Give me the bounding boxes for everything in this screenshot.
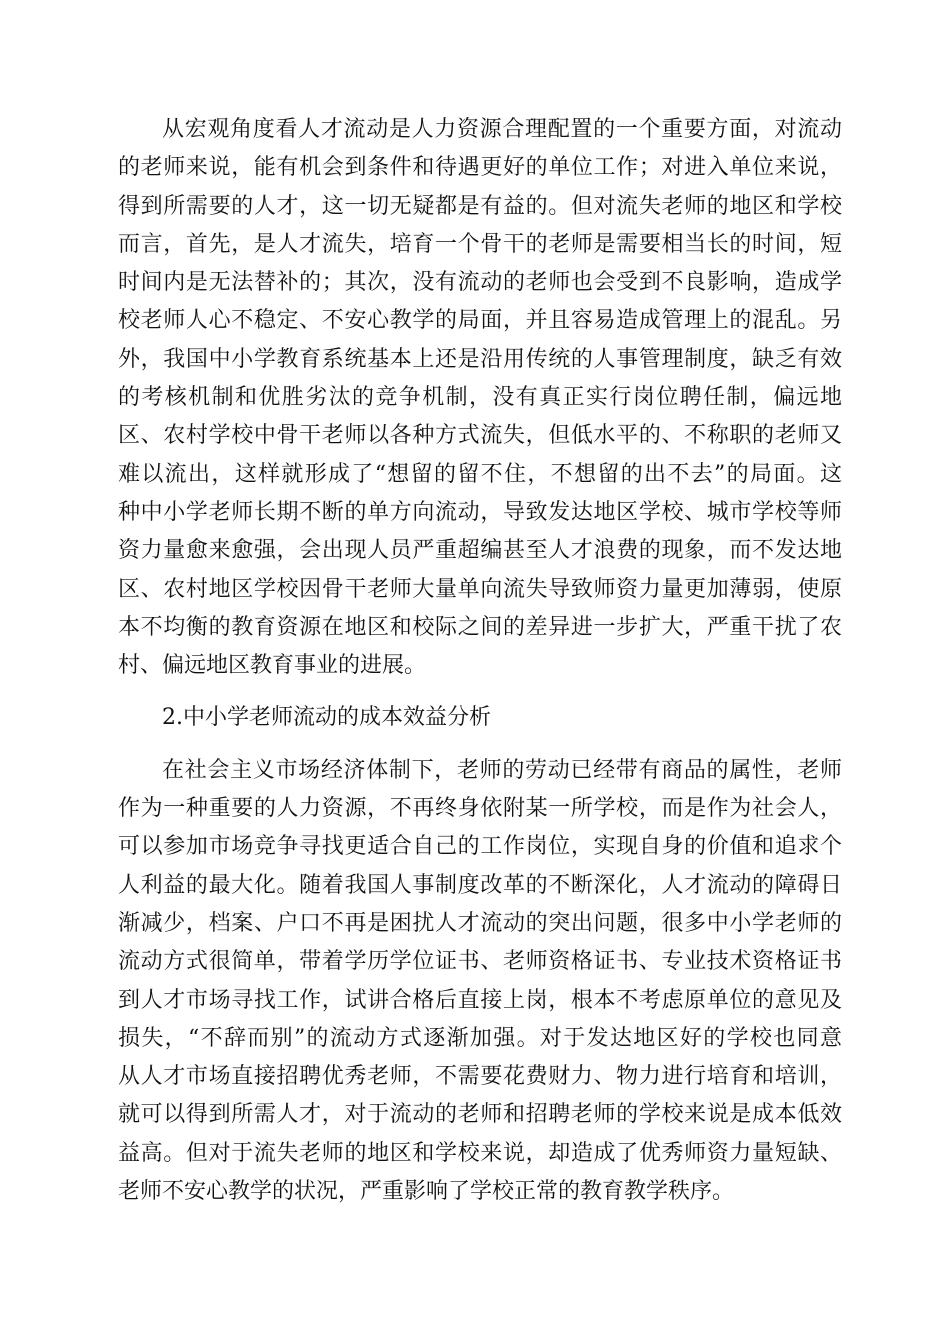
- text-line: 外，我国中小学教育系统基本上还是沿用传统的人事管理制度，缺乏有效: [118, 346, 842, 372]
- text-line: 校老师人心不稳定、不安心教学的局面，并且容易造成管理上的混乱。另: [118, 308, 842, 334]
- text-line: 从人才市场直接招聘优秀老师，不需要花费财力、物力进行培育和培训，: [118, 1064, 842, 1090]
- text-line: 区、农村学校中骨干老师以各种方式流失，但低水平的、不称职的老师又: [118, 423, 842, 449]
- text-line: 得到所需要的人才，这一切无疑都是有益的。但对流失老师的地区和学校: [118, 193, 842, 219]
- document-page: [118, 111, 842, 1225]
- body-paragraph-1: [118, 111, 842, 685]
- section-heading: 2.中小学老师流动的成本效益分析: [162, 705, 491, 731]
- body-paragraph-2: [118, 752, 842, 1212]
- text-line: 就可以得到所需人才，对于流动的老师和招聘老师的学校来说是成本低效: [118, 1102, 842, 1128]
- text-line: 渐减少，档案、户口不再是困扰人才流动的突出问题，很多中小学老师的: [118, 910, 842, 936]
- text-line: 流动方式很简单，带着学历学位证书、老师资格证书、专业技术资格证书: [118, 949, 842, 975]
- text-line: 损失，“不辞而别”的流动方式逐渐加强。对于发达地区好的学校也同意: [118, 1025, 842, 1051]
- text-line: 人利益的最大化。随着我国人事制度改革的不断深化，人才流动的障碍日: [118, 872, 842, 898]
- text-line: 益高。但对于流失老师的地区和学校来说，却造成了优秀师资力量短缺、: [118, 1140, 842, 1166]
- text-line: 的老师来说，能有机会到条件和待遇更好的单位工作；对进入单位来说，: [118, 155, 842, 181]
- text-line: 老师不安心教学的状况，严重影响了学校正常的教育教学秩序。: [118, 1179, 735, 1205]
- text-line: 村、偏远地区教育事业的进展。: [118, 653, 427, 679]
- text-line: 到人才市场寻找工作，试讲合格后直接上岗，根本不考虑原单位的意见及: [118, 987, 842, 1013]
- text-line: 的考核机制和优胜劣汰的竞争机制，没有真正实行岗位聘任制，偏远地: [118, 385, 842, 411]
- text-line: 本不均衡的教育资源在地区和校际之间的差异进一步扩大，严重干扰了农: [118, 614, 842, 640]
- text-line: 而言，首先，是人才流失，培育一个骨干的老师是需要相当长的时间，短: [118, 231, 842, 257]
- text-line: 在社会主义市场经济体制下，老师的劳动已经带有商品的属性，老师: [162, 757, 842, 783]
- text-line: 时间内是无法替补的；其次，没有流动的老师也会受到不良影响，造成学: [118, 270, 842, 296]
- text-line: 难以流出，这样就形成了“想留的留不住，不想留的出不去”的局面。这: [118, 461, 842, 487]
- text-line: 种中小学老师长期不断的单方向流动，导致发达地区学校、城市学校等师: [118, 499, 842, 525]
- text-line: 资力量愈来愈强，会出现人员严重超编甚至人才浪费的现象，而不发达地: [118, 538, 842, 564]
- text-line: 从宏观角度看人才流动是人力资源合理配置的一个重要方面，对流动: [162, 117, 842, 142]
- text-line: 作为一种重要的人力资源，不再终身依附某一所学校，而是作为社会人，: [118, 796, 842, 822]
- text-line: 区、农村地区学校因骨干老师大量单向流失导致师资力量更加薄弱，使原: [118, 576, 842, 602]
- text-line: 可以参加市场竞争寻找更适合自己的工作岗位，实现自身的价值和追求个: [118, 834, 842, 860]
